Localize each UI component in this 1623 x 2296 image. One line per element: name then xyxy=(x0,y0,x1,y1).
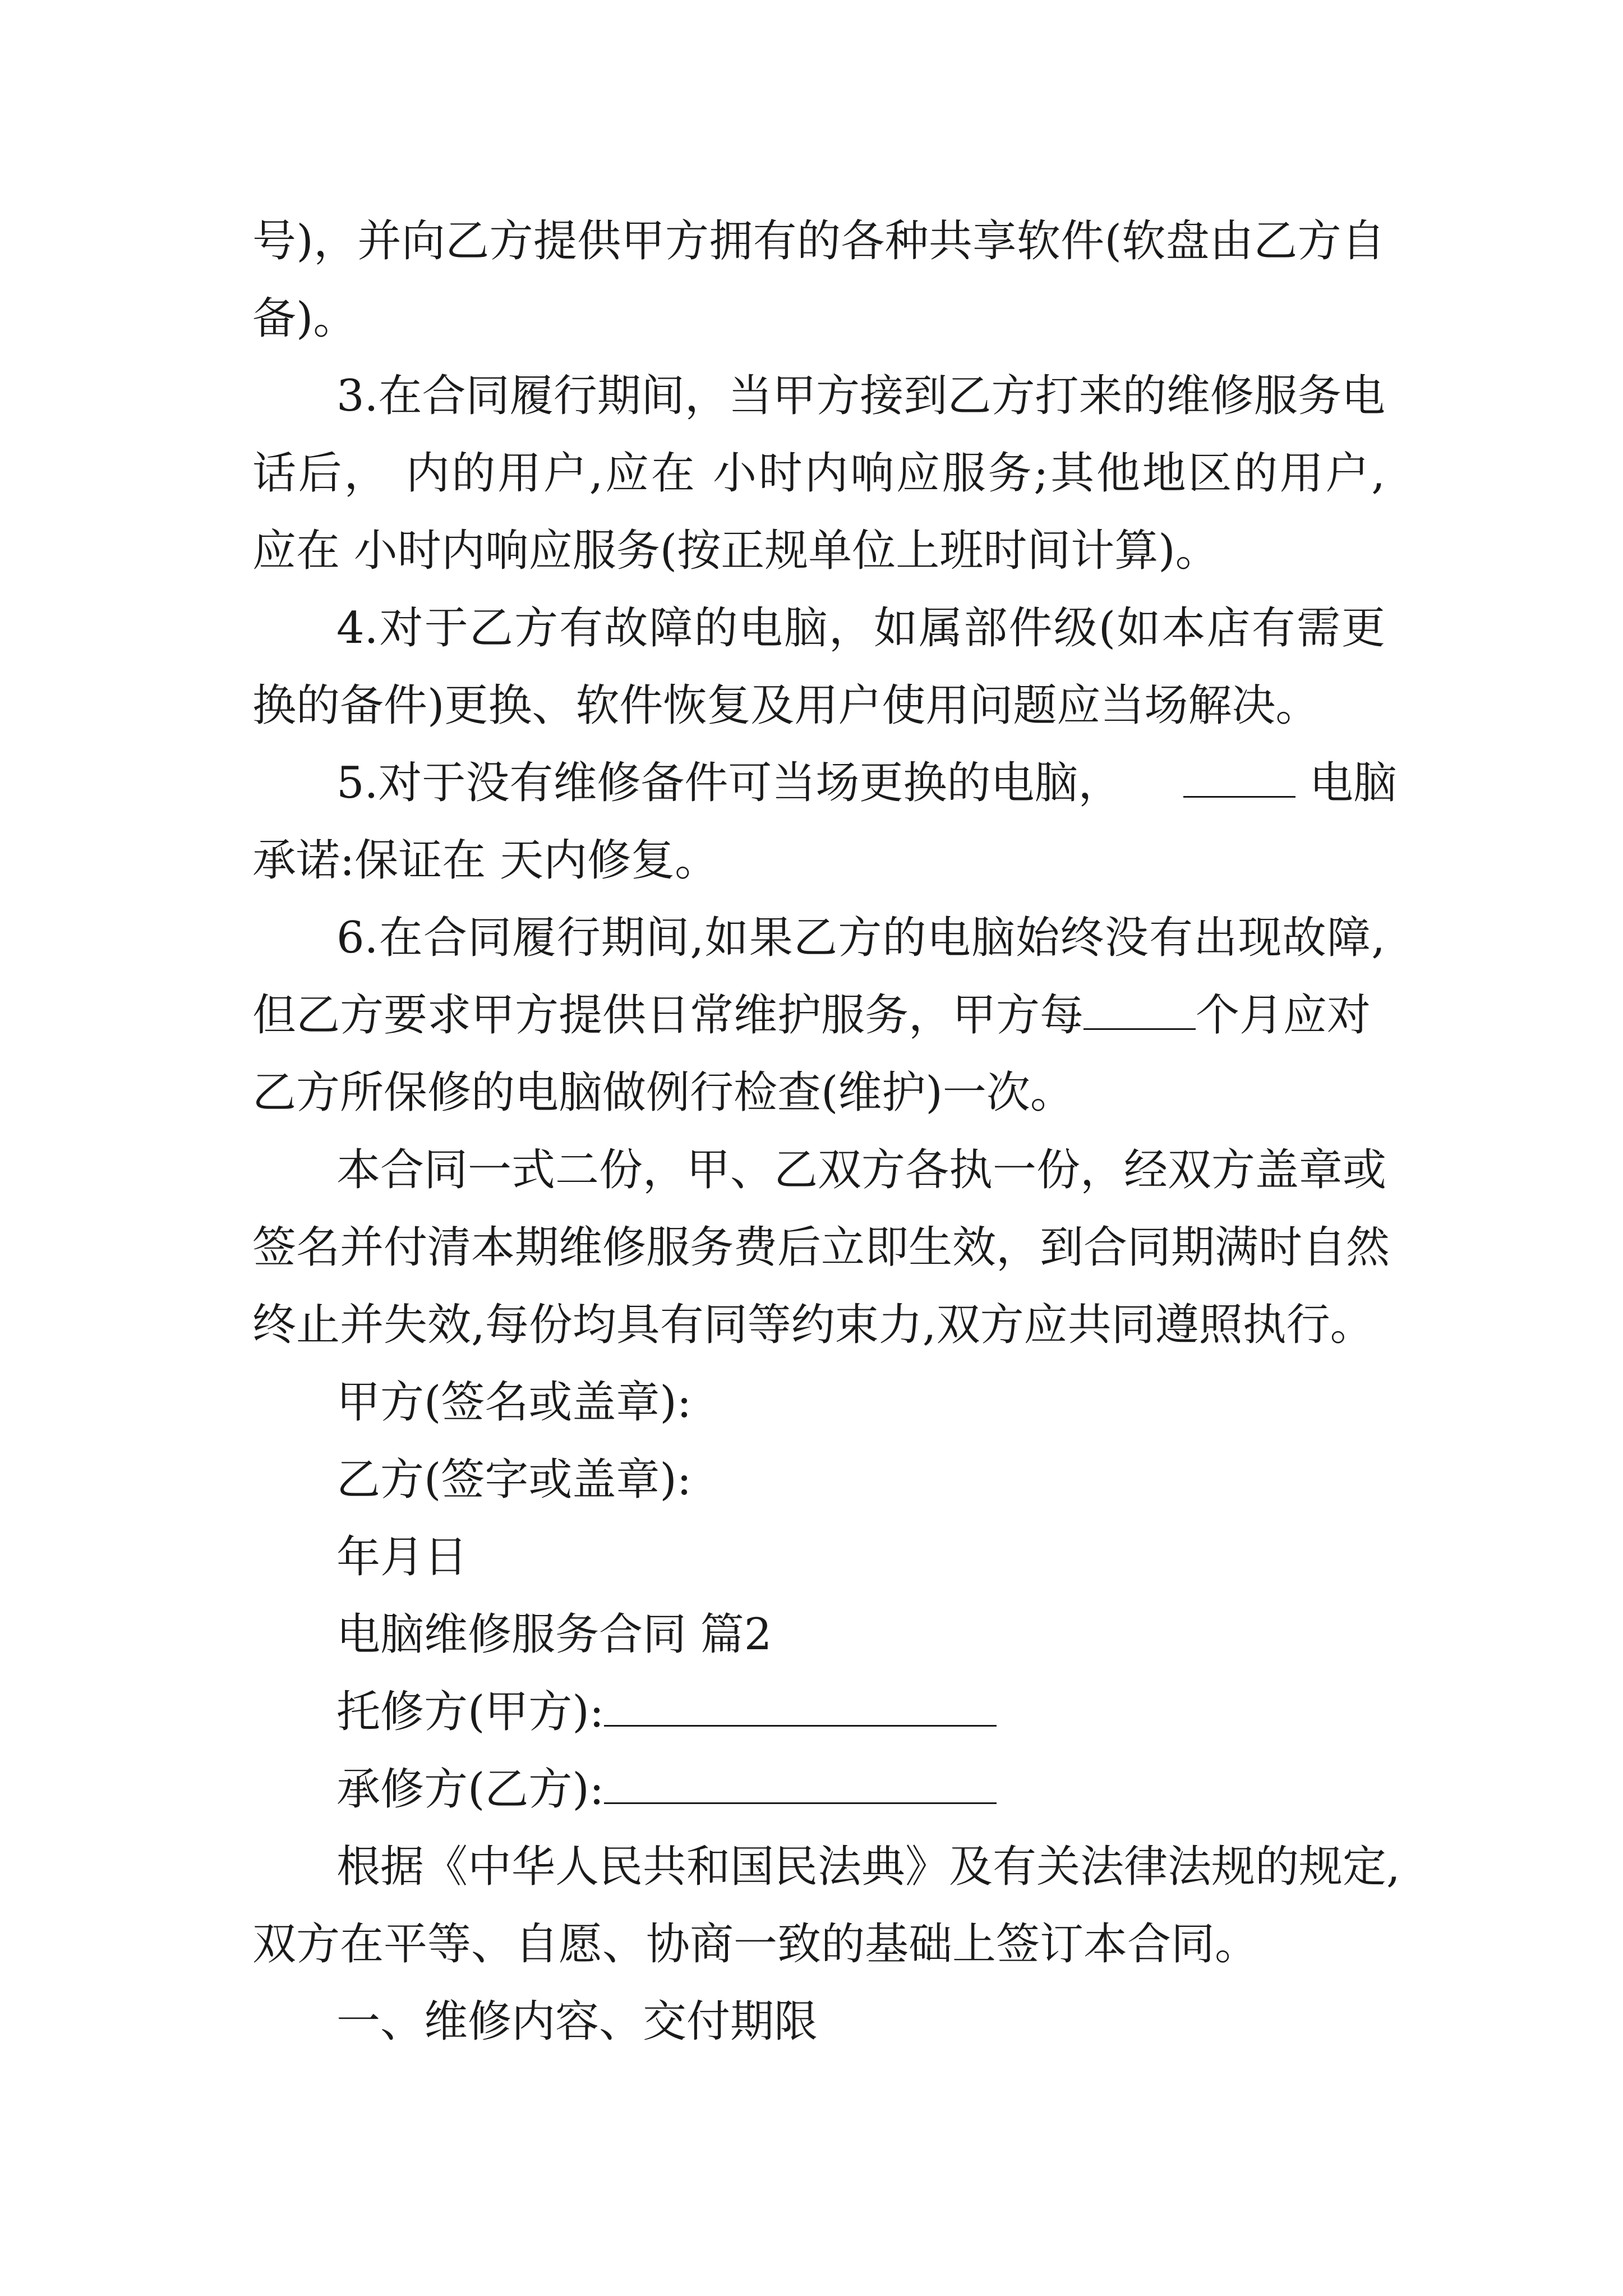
text-line: 备)。 xyxy=(252,293,357,344)
text-line: 应在 小时内响应服务(按正规单位上班时间计算)。 xyxy=(252,526,1219,576)
clause-3-line: 3.在合同履行期间，当甲方接到乙方打来的维修服务电 xyxy=(336,371,1385,421)
text-line: 终止并失效,每份均具有同等约束力,双方应共同遵照执行。 xyxy=(252,1300,1374,1350)
contractor-underline xyxy=(604,1763,997,1804)
text-line: 乙方所保修的电脑做例行检查(维护)一次。 xyxy=(252,1068,1074,1118)
text-line: 话后， 内的用户,应在 小时内响应服务;其他地区的用户, xyxy=(252,448,1385,499)
text-line: 签名并付清本期维修服务费后立即生效，到合同期满时自然 xyxy=(252,1222,1390,1273)
party-b-signature-line: 乙方(签字或盖章): xyxy=(336,1455,692,1505)
client-underline xyxy=(604,1686,997,1727)
text-line: 号)，并向乙方提供甲方拥有的各种共享软件(软盘由乙方自 xyxy=(252,216,1385,266)
clause-4-line: 4.对于乙方有故障的电脑，如属部件级(如本店有需更 xyxy=(336,603,1385,654)
client-label: 托修方(甲方): xyxy=(336,1687,605,1737)
clause-5-text: 5.对于没有维修备件可当场更换的电脑， xyxy=(336,758,1122,808)
clause-6-line: 6.在合同履行期间,如果乙方的电脑始终没有出现故障, xyxy=(336,913,1385,963)
heading-maintenance-content: 一、维修内容、交付期限 xyxy=(336,1996,818,2047)
contractor-line xyxy=(336,1761,1385,1818)
clause-5-tail: 电脑 xyxy=(1309,758,1397,808)
clause-6-line-2 xyxy=(252,987,1385,1043)
blank-underline xyxy=(1183,757,1295,798)
contractor-label: 承修方(乙方): xyxy=(336,1764,605,1815)
clause-6-text: 但乙方要求甲方提供日常维护服务，甲方每 xyxy=(252,990,1084,1041)
date-line: 年月日 xyxy=(336,1532,468,1582)
blank-underline xyxy=(1083,989,1196,1030)
text-line: 双方在平等、自愿、协商一致的基础上签订本合同。 xyxy=(252,1919,1259,1970)
section-title: 电脑维修服务合同 篇2 xyxy=(336,1609,772,1660)
party-a-signature-line: 甲方(签名或盖章): xyxy=(336,1377,692,1428)
client-line xyxy=(336,1684,1385,1740)
text-line: 换的备件)更换、软件恢复及用户使用问题应当场解决。 xyxy=(252,680,1320,731)
clause-5-line xyxy=(336,755,1397,811)
text-line: 承诺:保证在 天内修复。 xyxy=(252,835,719,886)
closing-paragraph-line: 本合同一式二份，甲、乙双方各执一份，经双方盖章或 xyxy=(336,1145,1387,1195)
legal-basis-line: 根据《中华人民共和国民法典》及有关法律法规的规定, xyxy=(336,1842,1400,1892)
clause-6-tail: 个月应对 xyxy=(1196,990,1371,1041)
